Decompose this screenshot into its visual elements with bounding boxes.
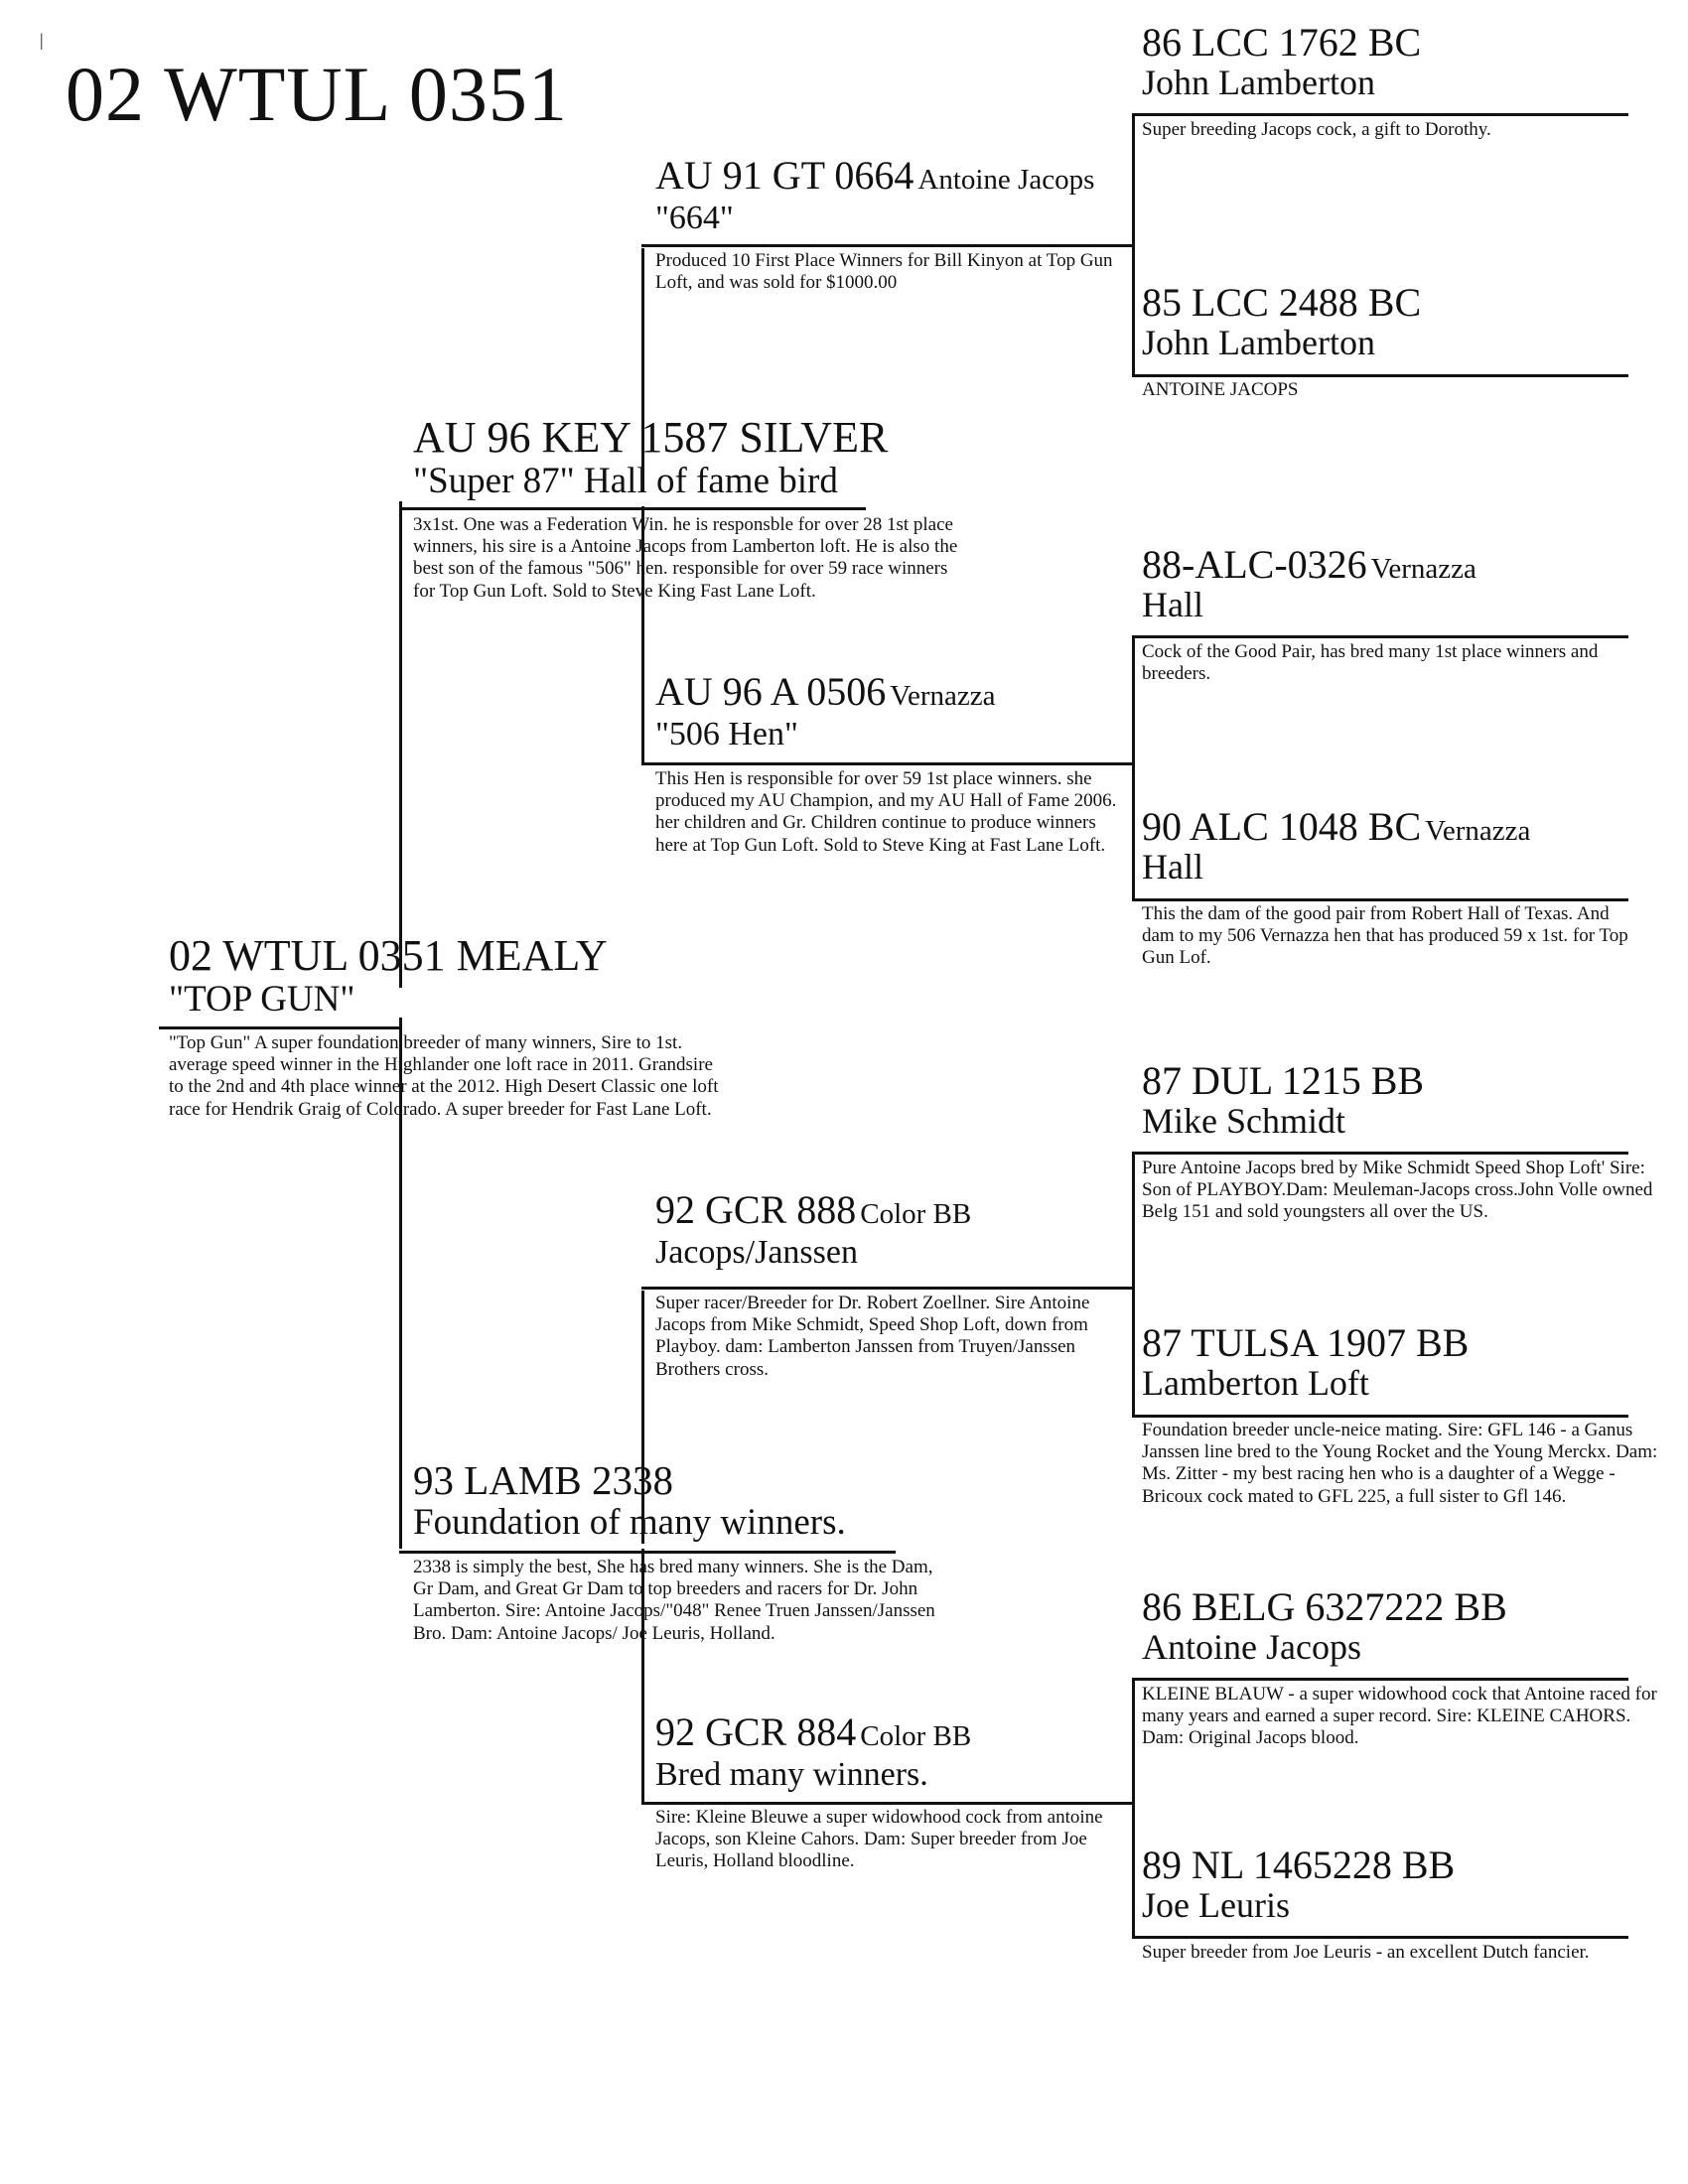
subject-underline [159, 1026, 401, 1029]
ds-note: Super racer/Breeder for Dr. Robert Zoellner. Sire Antoine Jacops from Mike Schmidt, Speed Shop Loft, down from Playboy. dam: Lamberton Janssen from Truyen/Janssen Brothers cross. [655, 1293, 1090, 1380]
sd-block [655, 671, 996, 752]
gg4-underline [1132, 898, 1628, 901]
gg3-block [1142, 544, 1477, 625]
dam-block [413, 1459, 846, 1543]
ds-name: Jacops/Janssen [655, 1234, 858, 1271]
dd-breeder: Color BB [860, 1720, 972, 1752]
gg6-block [1142, 1322, 1469, 1404]
gg4-note: This the dam of the good pair from Robert Hall of Texas. And dam to my 506 Vernazza hen that has produced 59 x 1st. for Top Gun Lof. [1142, 903, 1628, 969]
gg4-band: 90 ALC 1048 BC [1142, 804, 1422, 849]
gg7-block [1142, 1586, 1507, 1668]
gg8-underline [1132, 1936, 1628, 1939]
gg5-note: Pure Antoine Jacops bred by Mike Schmidt Speed Shop Loft' Sire: Son of PLAYBOY.Dam: Meuleman-Jacops cross.John Volle owned Belg 151 and sold youngsters all over the US. [1142, 1158, 1653, 1223]
gg1-block [1142, 22, 1421, 103]
gg4-breeder: Vernazza [1425, 815, 1531, 847]
gg4-name: Hall [1142, 847, 1203, 887]
page-title: 02 WTUL 0351 [66, 51, 568, 137]
gg1-note: Super breeding Jacops cock, a gift to Dorothy. [1142, 119, 1491, 140]
subject-band: 02 WTUL 0351 MEALY [169, 931, 608, 980]
gg6-band: 87 TULSA 1907 BB [1142, 1320, 1470, 1365]
ds-band: 92 GCR 888 [655, 1187, 857, 1232]
dd-block [655, 1711, 971, 1793]
gg2-name: John Lamberton [1142, 323, 1375, 362]
gg6-name: Lamberton Loft [1142, 1363, 1369, 1403]
sire-block [413, 415, 888, 501]
dd-underline [641, 1802, 1132, 1805]
ss-note: Produced 10 First Place Winners for Bill Kinyon at Top Gun Loft, and was sold for $1000.00 [655, 250, 1113, 294]
gg6-underline [1132, 1415, 1628, 1418]
scan-mark: | [40, 30, 44, 50]
sire-name: "Super 87" Hall of fame bird [413, 461, 838, 502]
subject-name: "TOP GUN" [169, 979, 355, 1021]
gg8-note: Super breeder from Joe Leuris - an excellent Dutch fancier. [1142, 1942, 1590, 1963]
gg7-underline [1132, 1678, 1628, 1681]
gg2-band: 85 LCC 2488 BC [1142, 280, 1422, 325]
connector-ss [1132, 116, 1135, 374]
dam-name: Foundation of many winners. [413, 1502, 846, 1544]
connector-subject-sire [399, 501, 402, 988]
gg5-band: 87 DUL 1215 BB [1142, 1058, 1425, 1103]
gg3-band: 88-ALC-0326 [1142, 542, 1367, 587]
connector-ds [1132, 1152, 1135, 1418]
subject-block [169, 933, 608, 1020]
connector-sd [1132, 635, 1135, 898]
dd-note: Sire: Kleine Bleuwe a super widowhood cock from antoine Jacops, son Kleine Cahors. Dam: Super breeder from Joe Leuris, Holland bloodline. [655, 1807, 1103, 1872]
gg1-name: John Lamberton [1142, 63, 1375, 102]
gg5-underline [1132, 1152, 1628, 1155]
dam-underline [399, 1551, 896, 1554]
gg2-block [1142, 282, 1421, 363]
dd-name: Bred many winners. [655, 1756, 928, 1793]
ss-block [655, 155, 1094, 236]
sire-note: 3x1st. One was a Federation Win. he is responsble for over 28 1st place winners, his sire is a Antoine Jacops from Lamberton loft. He is also the best son of the famous "506" hen. responsible for over 59 race winners for Top Gun Loft. Sold to Steve King Fast Lane Loft. [413, 514, 958, 602]
gg1-band: 86 LCC 1762 BC [1142, 20, 1422, 65]
ss-band: AU 91 GT 0664 [655, 153, 914, 198]
ss-name: "664" [655, 200, 734, 236]
gg3-note: Cock of the Good Pair, has bred many 1st place winners and breeders. [1142, 641, 1599, 685]
gg3-name: Hall [1142, 585, 1203, 624]
gg7-band: 86 BELG 6327222 BB [1142, 1584, 1507, 1629]
subject-note: "Top Gun" A super foundation breeder of many winners, Sire to 1st. average speed winner in the Highlander one loft race in 2011. Grandsire to the 2nd and 4th place winner at the 2012. High Desert Classic one loft race for Hendrik Graig of Colorado. A super breeder for Fast Lane Loft. [169, 1032, 719, 1120]
gg2-note: ANTOINE JACOPS [1142, 379, 1299, 400]
gg8-band: 89 NL 1465228 BB [1142, 1843, 1456, 1887]
sd-breeder: Vernazza [890, 680, 996, 712]
ss-breeder: Antoine Jacops [917, 164, 1095, 196]
sd-name: "506 Hen" [655, 716, 798, 752]
ds-underline [641, 1287, 1132, 1290]
gg8-block [1142, 1844, 1455, 1926]
gg7-name: Antoine Jacops [1142, 1627, 1361, 1667]
gg4-block [1142, 806, 1530, 887]
ds-breeder: Color BB [860, 1198, 972, 1230]
ds-block [655, 1189, 971, 1271]
gg2-underline [1132, 374, 1628, 377]
connector-dd [1132, 1678, 1135, 1936]
dam-note: 2338 is simply the best, She has bred many winners. She is the Dam, Gr Dam, and Great Gr Dam to top breeders and racers for Dr. John Lamberton. Sire: Antoine Jacops/"048" Renee Truen Janssen/Janssen Bro. Dam: Antoine Jacops/ Joe Leuris, Holland. [413, 1557, 935, 1644]
gg1-underline [1132, 113, 1628, 116]
sire-underline [399, 507, 866, 510]
gg5-name: Mike Schmidt [1142, 1101, 1345, 1141]
sd-note: This Hen is responsible for over 59 1st place winners. she produced my AU Champion, and my AU Hall of Fame 2006. her children and Gr. Children continue to produce winners here at Top Gun Loft. Sold to Steve King at Fast Lane Loft. [655, 768, 1117, 856]
gg3-breeder: Vernazza [1370, 553, 1477, 585]
gg7-note: KLEINE BLAUW - a super widowhood cock that Antoine raced for many years and earned a super record. Sire: KLEINE CAHORS. Dam: Original Jacops blood. [1142, 1684, 1657, 1749]
sire-band: AU 96 KEY 1587 SILVER [413, 413, 889, 462]
gg3-underline [1132, 635, 1628, 638]
gg8-name: Joe Leuris [1142, 1885, 1290, 1925]
gg6-note: Foundation breeder uncle-neice mating. Sire: GFL 146 - a Ganus Janssen line bred to the Young Rocket and the Young Merckx. Dam: Ms. Zitter - my best racing hen who is a daughter of a Wegge - Bricoux cock mated to GFL 225, a full sister to Gfl 146. [1142, 1420, 1658, 1507]
sd-underline [641, 762, 1132, 765]
sd-band: AU 96 A 0506 [655, 669, 887, 714]
gg5-block [1142, 1060, 1424, 1142]
dd-band: 92 GCR 884 [655, 1709, 857, 1754]
dam-band: 93 LAMB 2338 [413, 1457, 673, 1503]
ss-underline [641, 244, 1132, 247]
